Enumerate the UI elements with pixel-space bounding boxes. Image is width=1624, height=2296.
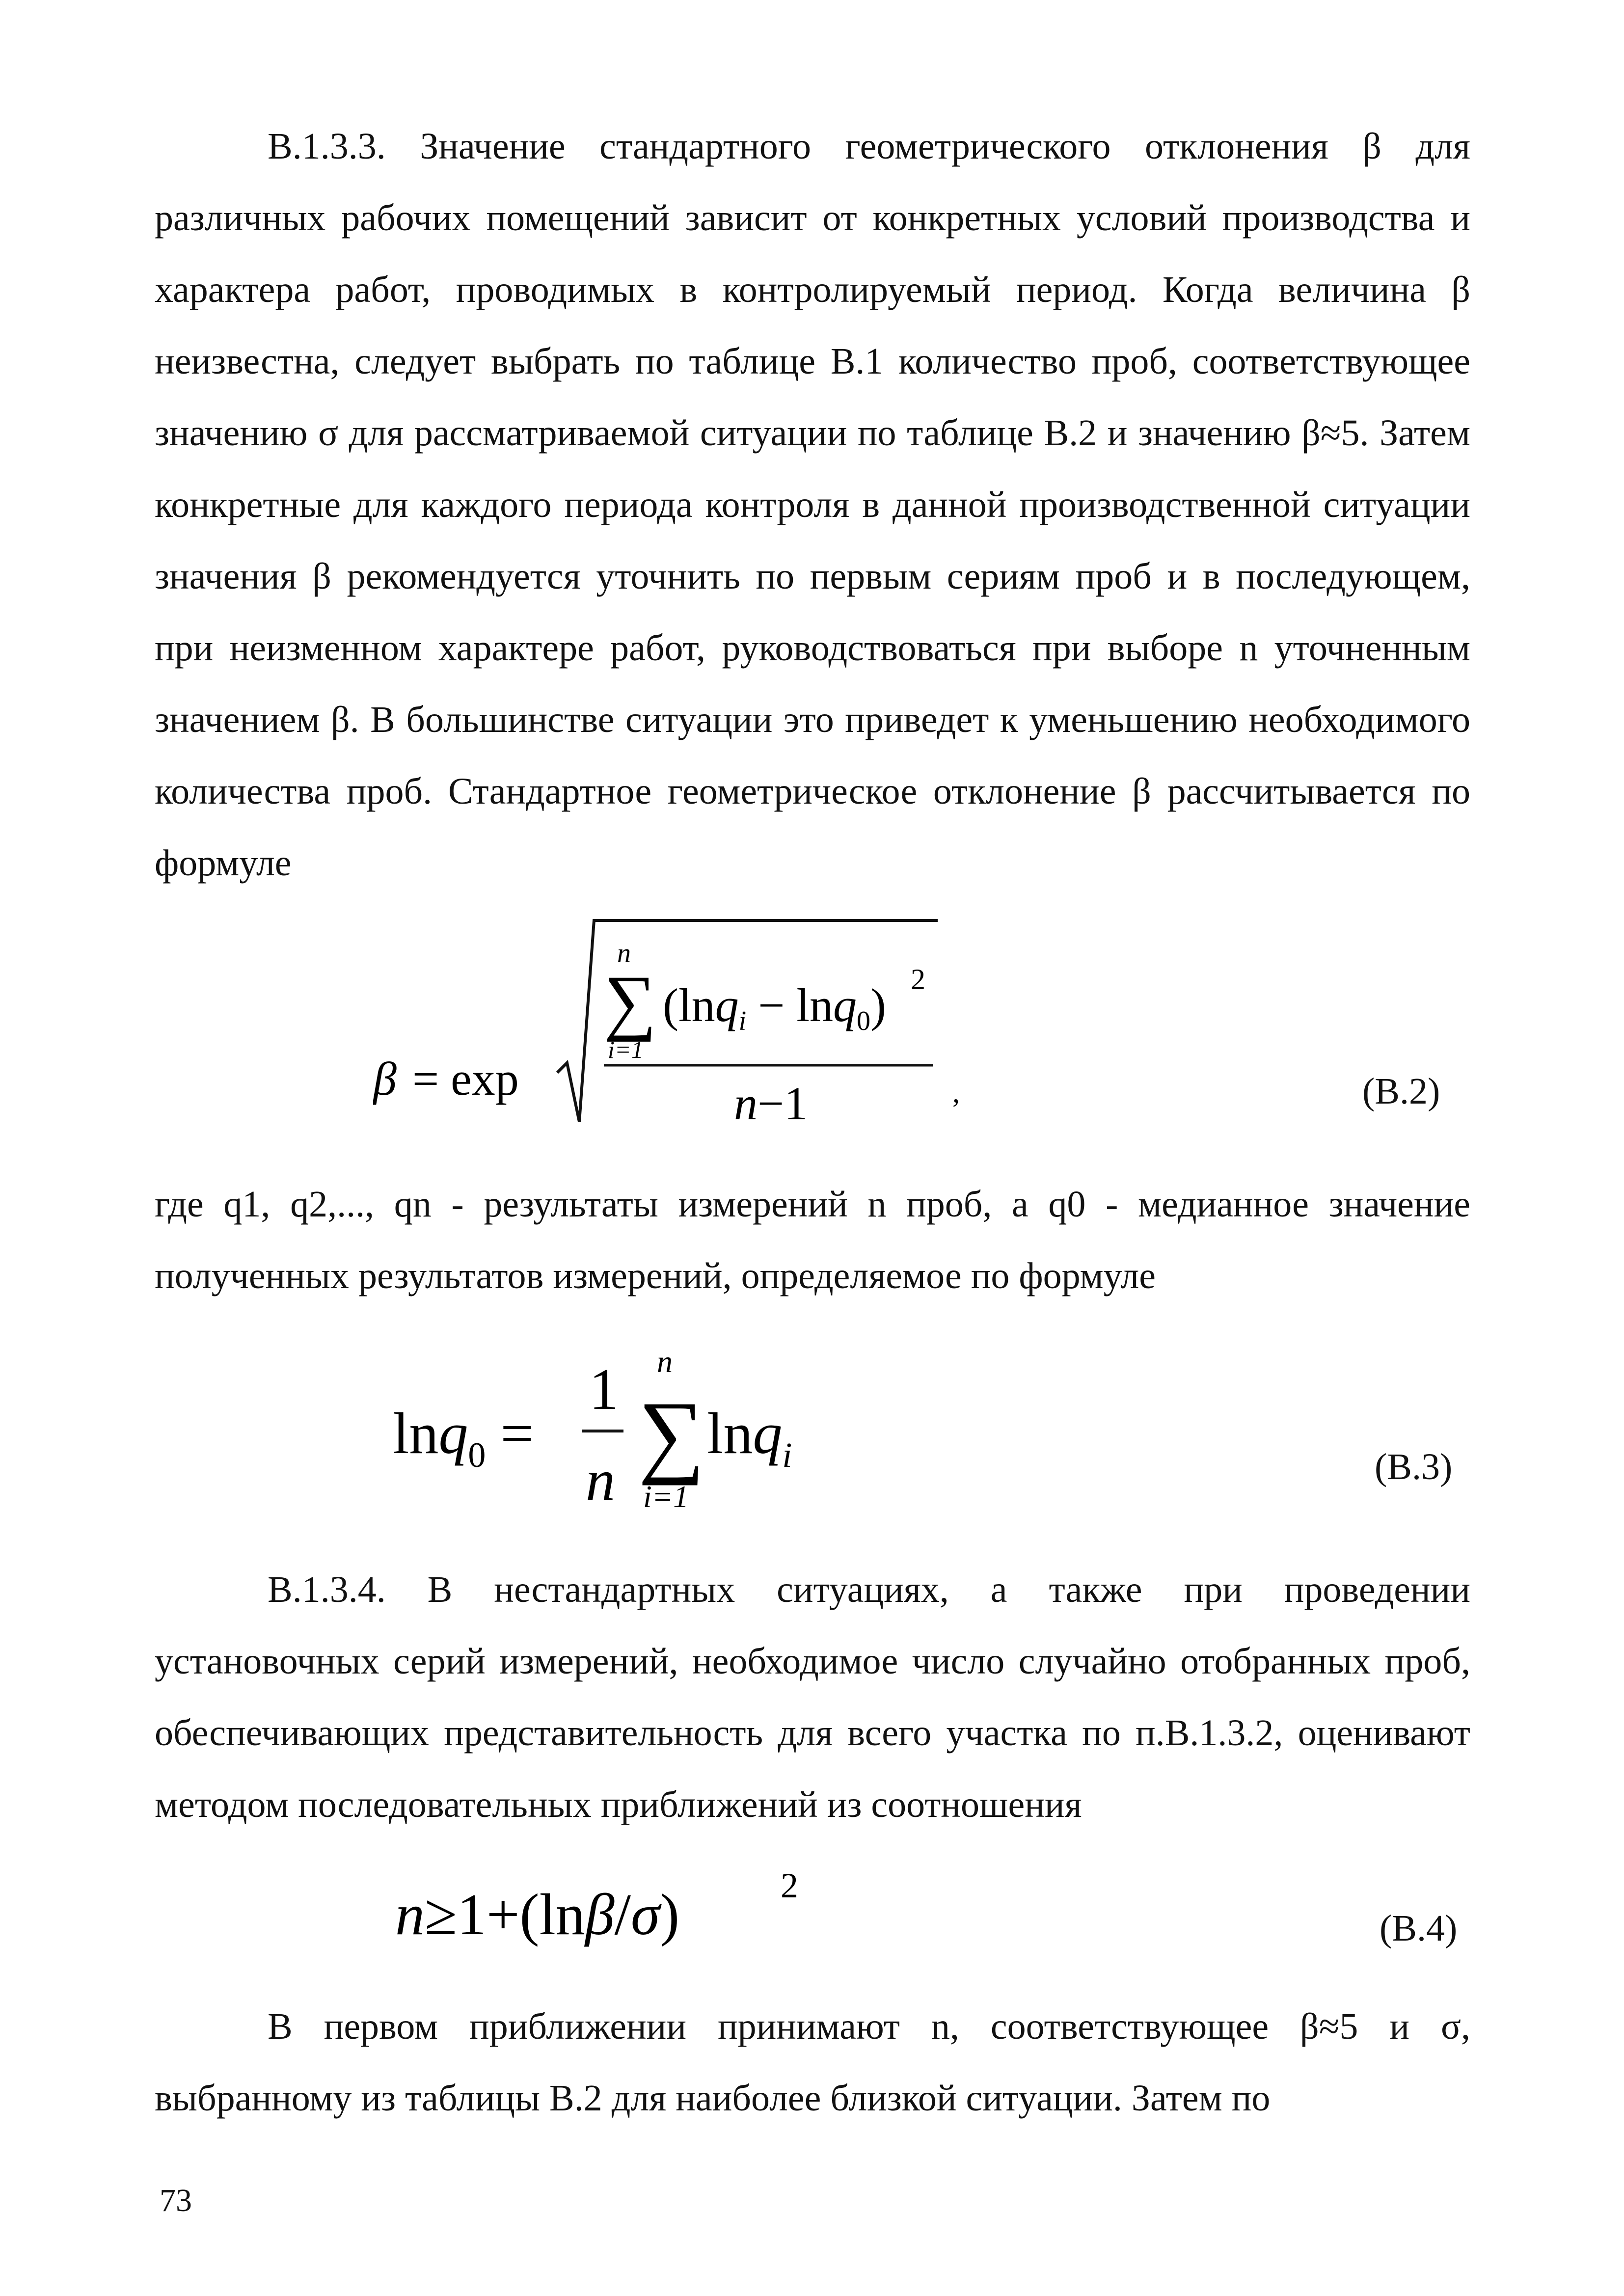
formula-b3-frac-num: 1 bbox=[589, 1356, 619, 1422]
formula-b2-numerator: (lnqi − lnq0) bbox=[663, 979, 886, 1036]
formula-b3-rhs: lnq$_i$ bbox=[707, 1401, 792, 1475]
paragraph-b-1-3-3: В.1.3.3. Значение стандартного геометрического отклонения β для различных рабочих помещений зависит от конкретных условий производства и характера работ, проводимых в контролируемый период. Когда величина β неизвестна, следует выбрать по таблице В.1 количество проб, соответствующее значению σ для рассматриваемой ситуации по таблице В.2 и значению β≈5. Затем конкретные для каждого периода контроля в данной производственной ситуации значения β рекомендуется уточнить по первым сериям проб и в последующем, при неизменном характере работ, руководствоваться при выборе n уточненным значением β. В большинстве ситуации это приведет к уменьшению необходимого количества проб. Стандартное геометрическое отклонение β рассчитывается по формуле bbox=[155, 126, 1470, 884]
sigma-symbol: ∑ bbox=[638, 1383, 705, 1486]
paragraph-b-1-3-4: В.1.3.4. В нестандартных ситуациях, а также при проведении установочных серий измерений, необходимое число случайно отобранных проб, обеспечивающих представительность для всего участка по п.В.1.3.2, оценивают методом последовательных приближений из соотношения bbox=[155, 1569, 1470, 1825]
page-number: 73 bbox=[160, 2183, 192, 2218]
formula-b4-expr: n≥1+(lnβ/σ) bbox=[395, 1882, 680, 1947]
paragraph-where: где q1, q2,..., qn - результаты измерений n проб, а q0 - медианное значение полученных результатов измерений, определяемое по формуле bbox=[155, 1184, 1470, 1297]
formula-b4-svg bbox=[395, 1861, 837, 1959]
formula-b2-exp: = exp bbox=[412, 1053, 519, 1105]
paragraph-first-approximation: В первом приближении принимают n, соответствующее β≈5 и σ, выбранному из таблицы В.2 для наиболее близкой ситуации. Затем по bbox=[155, 2006, 1470, 2119]
formula-b2-svg bbox=[373, 916, 1011, 1132]
formula-b3 bbox=[393, 1335, 884, 1522]
formula-b2 bbox=[373, 916, 1011, 1132]
formula-b2-sum-bottom: i=1 bbox=[608, 1036, 644, 1063]
formula-b3-frac-den: n bbox=[586, 1447, 615, 1513]
formula-b2-sum-top: n bbox=[617, 938, 631, 969]
sigma-symbol: ∑ bbox=[604, 961, 656, 1042]
formula-b4 bbox=[395, 1861, 837, 1959]
formula-b3-sum-top: n bbox=[657, 1344, 673, 1379]
equation-number-b3: (В.3) bbox=[1375, 1446, 1453, 1487]
formula-b2-denominator: n−1 bbox=[734, 1077, 808, 1130]
formula-b4-power: 2 bbox=[781, 1866, 798, 1905]
formula-b2-beta: β bbox=[373, 1053, 397, 1105]
equation-number-b4: (В.4) bbox=[1380, 1908, 1458, 1949]
formula-b3-svg bbox=[393, 1335, 884, 1522]
formula-b3-sum-bottom: i=1 bbox=[643, 1479, 689, 1514]
equation-number-b2: (В.2) bbox=[1362, 1071, 1440, 1112]
formula-b2-comma: , bbox=[952, 1076, 960, 1108]
formula-b2-power: 2 bbox=[911, 963, 925, 996]
formula-b3-lhs: lnq$_0$ = bbox=[393, 1401, 534, 1475]
